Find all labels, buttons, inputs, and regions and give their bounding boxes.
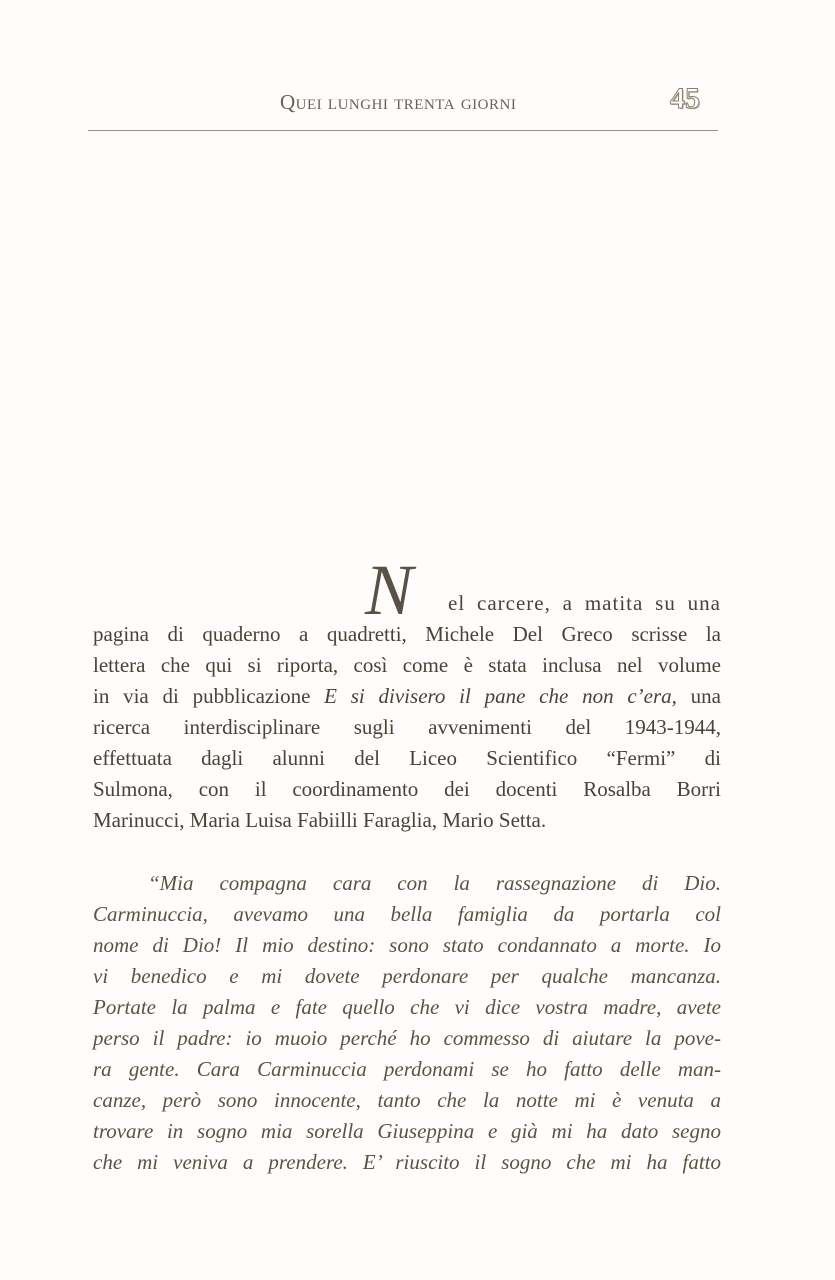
letter-line: ra gente. Cara Carminuccia perdonami se ho fatto delle man- [93,1057,721,1081]
running-head [0,80,835,130]
text-fragment: in via di pubblicazione [93,684,325,708]
text-line: pagina di quaderno a quadretti, Michele Del Greco scrisse la [93,622,721,646]
text-line-with-title [93,681,721,712]
running-title: Quei lunghi trenta giorni [280,90,517,114]
text-line: effettuata dagli alunni del Liceo Scientifico “Fermi” di [93,746,721,770]
text-line: Marinucci, Maria Luisa Fabiilli Faraglia, Mario Setta. [93,808,547,832]
text-line: ricerca interdisciplinare sugli avvenimenti del 1943-1944, [93,715,721,739]
letter-line: Portate la palma e fate quello che vi dice vostra madre, avete [93,995,721,1019]
text-line: lettera che qui si riporta, così come è stata inclusa nel volume [93,653,721,677]
text-fragment: una [676,684,721,708]
letter-line: nome di Dio! Il mio destino: sono stato condannato a morte. Io [93,933,721,957]
letter-line: Carminuccia, avevamo una bella famiglia da portarla col [93,902,721,926]
header-rule [88,130,718,131]
drop-cap: N [365,550,414,630]
letter-line: “Mia compagna cara con la rassegnazione di Dio. [148,871,721,895]
letter-line: che mi veniva a prendere. E’ riuscito il sogno che mi ha fatto [93,1150,721,1174]
letter-line: canze, però sono innocente, tanto che la notte mi è venuta a [93,1088,721,1112]
book-title: E si divisero il pane che non c’era, [324,684,677,708]
letter-line: vi benedico e mi dovete perdonare per qualche mancanza. [93,964,721,988]
page-number: 45 [670,82,700,115]
letter-line: trovare in sogno mia sorella Giuseppina e già mi ha dato segno [93,1119,721,1143]
first-line [93,550,721,630]
intro-paragraph [93,550,721,836]
text-line: el carcere, a matita su una [448,591,721,615]
letter-quote [93,868,721,1178]
letter-line: perso il padre: io muoio perché ho commesso di aiutare la pove- [93,1026,721,1050]
text-line: Sulmona, con il coordinamento dei docenti Rosalba Borri [93,777,721,801]
